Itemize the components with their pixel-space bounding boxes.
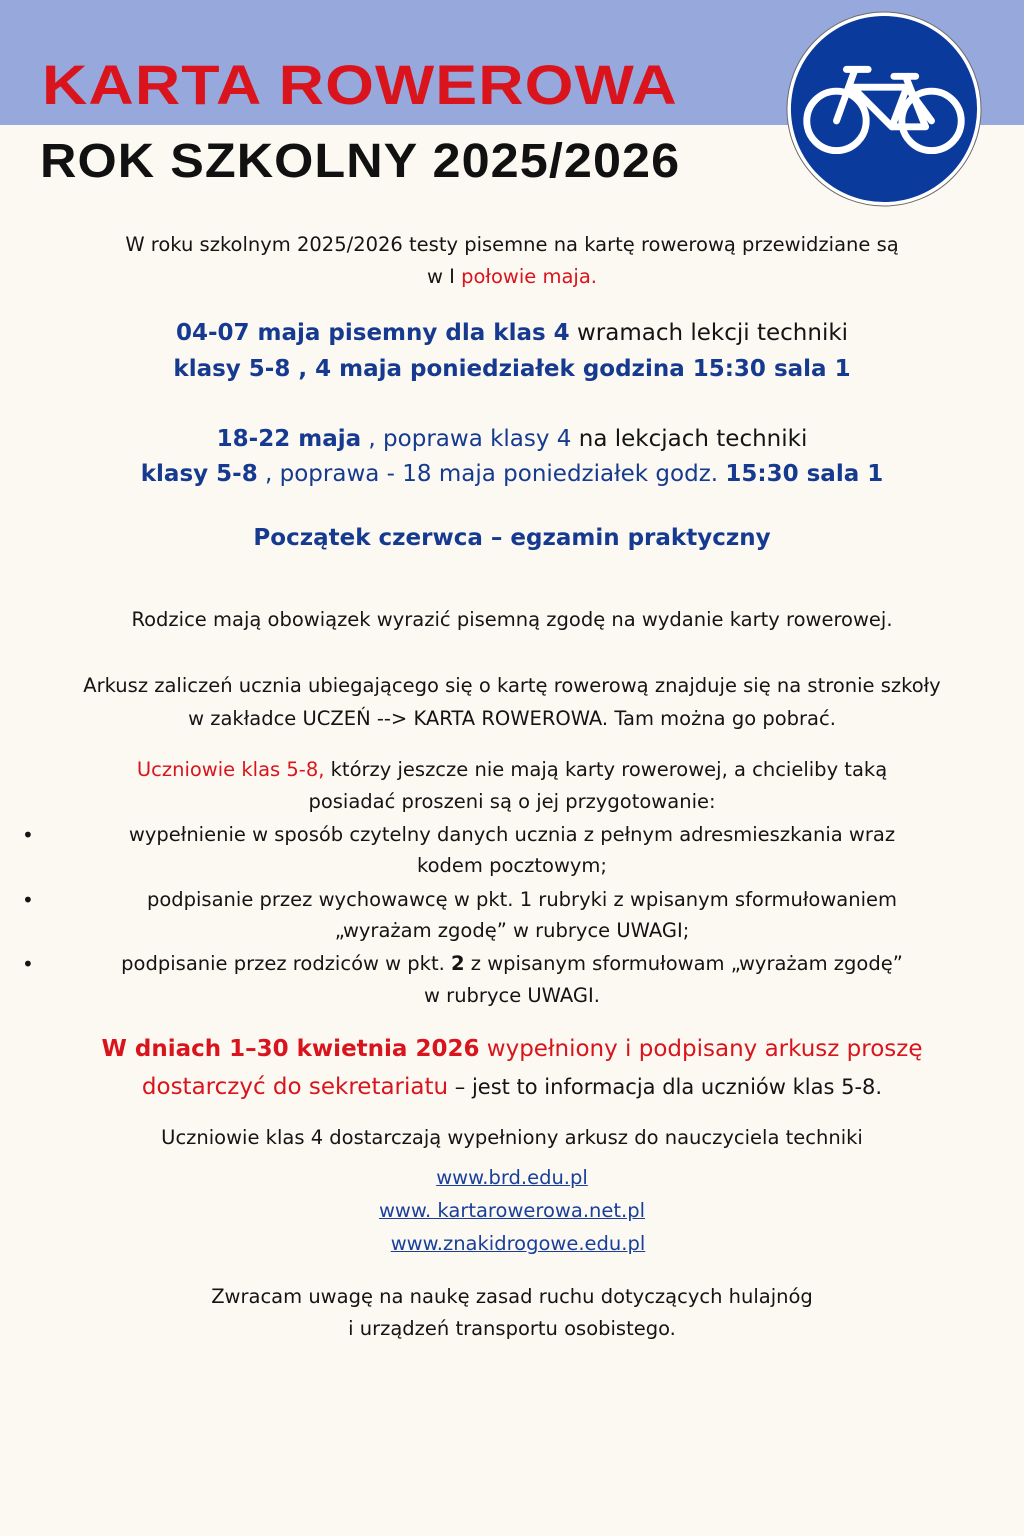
link-kartarowerowa[interactable]: www. kartarowerowa.net.pl xyxy=(378,1199,646,1222)
intro-line-2 xyxy=(0,264,1024,290)
link-znakidrogowe[interactable]: www.znakidrogowe.edu.pl xyxy=(390,1232,646,1255)
link-row xyxy=(0,1198,1024,1224)
deadline-dates: W dniach 1–30 kwietnia 2026 xyxy=(101,1036,480,1062)
deadline-destination: dostarczyć do sekretariatu xyxy=(141,1074,449,1100)
bullet-2-line-1: podpisanie przez wychowawcę w pkt. 1 rubryki z wpisanym sformułowaniem xyxy=(146,888,898,911)
written-exam-line-1 xyxy=(0,320,1024,346)
link-row xyxy=(0,1165,1024,1191)
retake-date-info: , poprawa - 18 maja poniedziałek godz. xyxy=(257,461,726,487)
retake-dates: 18-22 maja xyxy=(216,426,362,452)
bullet-3-text-b: z wpisanym sformułowam „wyrażam zgodę” xyxy=(464,952,903,975)
bullet-2-line-2: „wyrażam zgodę” w rubryce UWAGI; xyxy=(334,919,690,942)
parent-consent: Rodzice mają obowiązek wyrazić pisemną zgodę na wydanie karty rowerowej. xyxy=(131,608,893,631)
retake-classes-5-8: klasy 5-8 xyxy=(140,461,258,487)
deadline-line-2 xyxy=(0,1072,1024,1102)
deadline-text: wypełniony i podpisany arkusz proszę xyxy=(479,1036,923,1062)
bullet-1-line-1: wypełnienie w sposób czytelny danych ucznia z pełnym adresmieszkania wraz xyxy=(128,823,896,846)
students-line-1-rest: którzy jeszcze nie mają karty rowerowej, a chcieliby taką xyxy=(324,758,888,781)
retake-time-room: 15:30 sala 1 xyxy=(725,461,884,487)
bullet-icon: • xyxy=(22,952,34,976)
students-line-1 xyxy=(0,757,1024,783)
written-exam-note: wramach lekcji techniki xyxy=(569,320,849,346)
intro-prefix: w I xyxy=(427,265,462,288)
students-line-2: posiadać proszeni są o jej przygotowanie: xyxy=(308,790,716,813)
page-title: KARTA ROWEROWA xyxy=(42,53,678,116)
page-subtitle: ROK SZKOLNY 2025/2026 xyxy=(40,135,681,188)
footer-line-2: i urządzeń transportu osobistego. xyxy=(348,1317,676,1340)
intro-highlight: połowie maja. xyxy=(461,265,597,288)
bullet-icon: • xyxy=(22,888,34,912)
retake-class4: , poprawa klasy 4 xyxy=(361,426,572,452)
practical-exam: Początek czerwca – egzamin praktyczny xyxy=(253,525,771,551)
bicycle-road-sign-icon xyxy=(785,10,983,208)
bullet-3-point: 2 xyxy=(451,952,465,975)
footer-line-1: Zwracam uwagę na naukę zasad ruchu dotyczących hulajnóg xyxy=(211,1285,813,1308)
bullet-3-line-1 xyxy=(0,951,1024,977)
deadline-line-1 xyxy=(0,1034,1024,1064)
students-highlight: Uczniowie klas 5-8, xyxy=(136,758,325,781)
written-exam-dates: 04-07 maja pisemny dla klas 4 xyxy=(175,320,570,346)
sheet-info-line-1: Arkusz zaliczeń ucznia ubiegającego się o kartę rowerową znajduje się na stronie szkoły xyxy=(83,674,941,697)
retake-line-1 xyxy=(0,426,1024,452)
written-exam-line-2: klasy 5-8 , 4 maja poniedziałek godzina 15:30 sala 1 xyxy=(173,356,851,382)
sheet-info-line-2: w zakładce UCZEŃ --> KARTA ROWEROWA. Tam można go pobrać. xyxy=(188,707,836,730)
bullet-3-line-2: w rubryce UWAGI. xyxy=(424,984,600,1007)
retake-note: na lekcjach techniki xyxy=(571,426,808,452)
retake-line-2 xyxy=(0,461,1024,487)
deadline-audience: – jest to informacja dla uczniów klas 5-8. xyxy=(448,1075,883,1099)
class4-note: Uczniowie klas 4 dostarczają wypełniony arkusz do nauczyciela techniki xyxy=(161,1126,863,1149)
bullet-3-text-a: podpisanie przez rodziców w pkt. xyxy=(121,952,452,975)
link-row xyxy=(0,1231,1024,1257)
intro-line-1: W roku szkolnym 2025/2026 testy pisemne na kartę rowerową przewidziane są xyxy=(125,233,899,256)
bullet-1-line-2: kodem pocztowym; xyxy=(417,854,607,877)
link-brd[interactable]: www.brd.edu.pl xyxy=(436,1166,588,1189)
bullet-icon: • xyxy=(22,823,34,847)
